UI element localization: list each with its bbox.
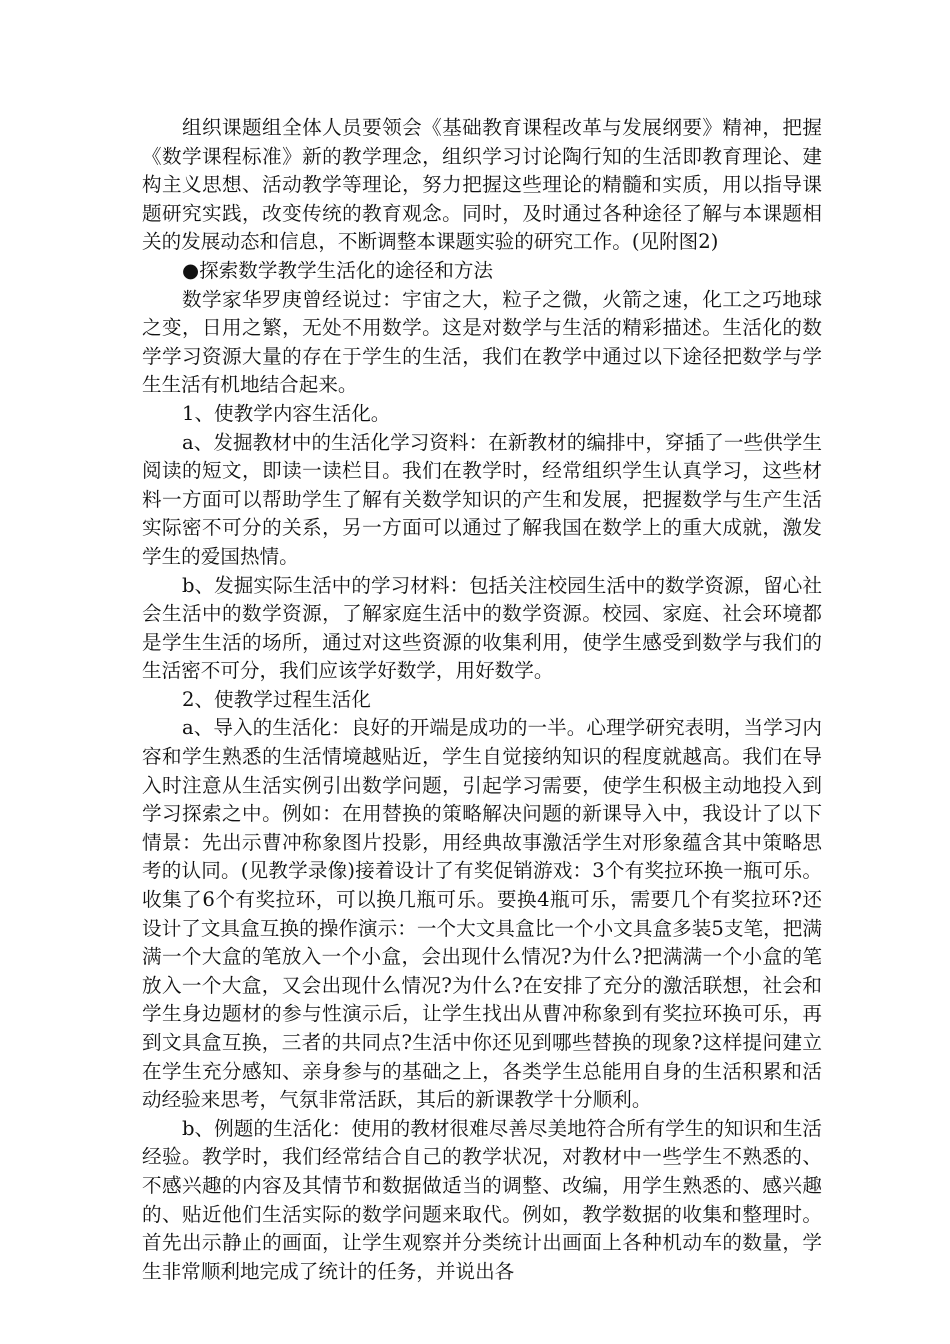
paragraph-study-theory: 组织课题组全体人员要领会《基础教育课程改革与发展纲要》精神，把握《数学课程标准》新的教学理念，组织学习讨论陶行知的生活即教育理论、建构主义思想、活动教学等理论，努力把握这些理论的精髓和实质，用以指导课题研究实践，改变传统的教育观念。同时，及时通过各种途径了解与本课题相关的发展动态和信息，不断调整本课题实验的研究工作。(见附图2) — [142, 116, 822, 254]
paragraph-process-a: a、导入的生活化：良好的开端是成功的一半。心理学研究表明，当学习内容和学生熟悉的生活情境越贴近，学生自觉接纳知识的程度就越高。我们在导入时注意从生活实例引出数学问题，引起学习需要，使学生积极主动地投入到学习探索之中。例如：在用替换的策略解决问题的新课导入中，我设计了以下情景：先出示曹冲称象图片投影，用经典故事激活学生对形象蕴含其中策略思考的认同。(见教学录像)接着设计了有奖促销游戏：3个有奖拉环换一瓶可乐。收集了6个有奖拉环，可以换几瓶可乐。要换4瓶可乐，需要几个有奖拉环?还设计了文具盒互换的操作演示：一个大文具盒比一个小文具盒多装5支笔，把满满一个大盒的笔放入一个小盒，会出现什么情况?为什么?把满满一个小盒的笔放入一个大盒，又会出现什么情况?为什么?在安排了充分的激活联想，社会和学生身边题材的参与性演示后，让学生找出从曹冲称象到有奖拉环换可乐，再到文具盒互换，三者的共同点?生活中你还见到哪些替换的现象?这样提问建立在学生充分感知、亲身参与的基础之上，各类学生总能用自身的生活积累和活动经验来思考，气氛非常活跃，其后的新课教学十分顺利。 — [142, 716, 822, 1112]
heading-content-life: 1、使教学内容生活化。 — [182, 401, 391, 425]
paragraph-content-b: b、发掘实际生活中的学习材料：包括关注校园生活中的数学资源，留心社会生活中的数学资源，了解家庭生活中的数学资源。校园、家庭、社会环境都是学生生活的场所，通过对这些资源的收集利用，使学生感受到数学与我们的生活密不可分，我们应该学好数学，用好数学。 — [142, 573, 822, 683]
document-page — [142, 114, 822, 1286]
paragraph-content-a: a、发掘教材中的生活化学习资料：在新教材的编排中，穿插了一些供学生阅读的短文，即读一读栏目。我们在教学时，经常组织学生认真学习，这些材料一方面可以帮助学生了解有关数学知识的产生和发展，把握数学与生产生活实际密不可分的关系，另一方面可以通过了解我国在数学上的重大成就，激发学生的爱国热情。 — [142, 430, 822, 568]
heading-process-life: 2、使教学过程生活化 — [182, 687, 371, 711]
paragraph-hualuogeng-quote: 数学家华罗庚曾经说过：宇宙之大，粒子之微，火箭之速，化工之巧地球之变，日用之繁，无处不用数学。这是对数学与生活的精彩描述。生活化的数学学习资源大量的存在于学生的生活，我们在教学中通过以下途径把数学与学生生活有机地结合起来。 — [142, 287, 822, 397]
heading-explore-methods: ●探索数学教学生活化的途径和方法 — [182, 258, 494, 282]
paragraph-process-b: b、例题的生活化：使用的教材很难尽善尽美地符合所有学生的知识和生活经验。教学时，我们经常结合自己的教学状况，对教材中一些学生不熟悉的、不感兴趣的内容及其情节和数据做适当的调整、改编，用学生熟悉的、感兴趣的、贴近他们生活实际的数学问题来取代。例如，教学数据的收集和整理时。首先出示静止的画面，让学生观察并分类统计出画面上各种机动车的数量，学生非常顺利地完成了统计的任务，并说出各 — [142, 1116, 822, 1283]
